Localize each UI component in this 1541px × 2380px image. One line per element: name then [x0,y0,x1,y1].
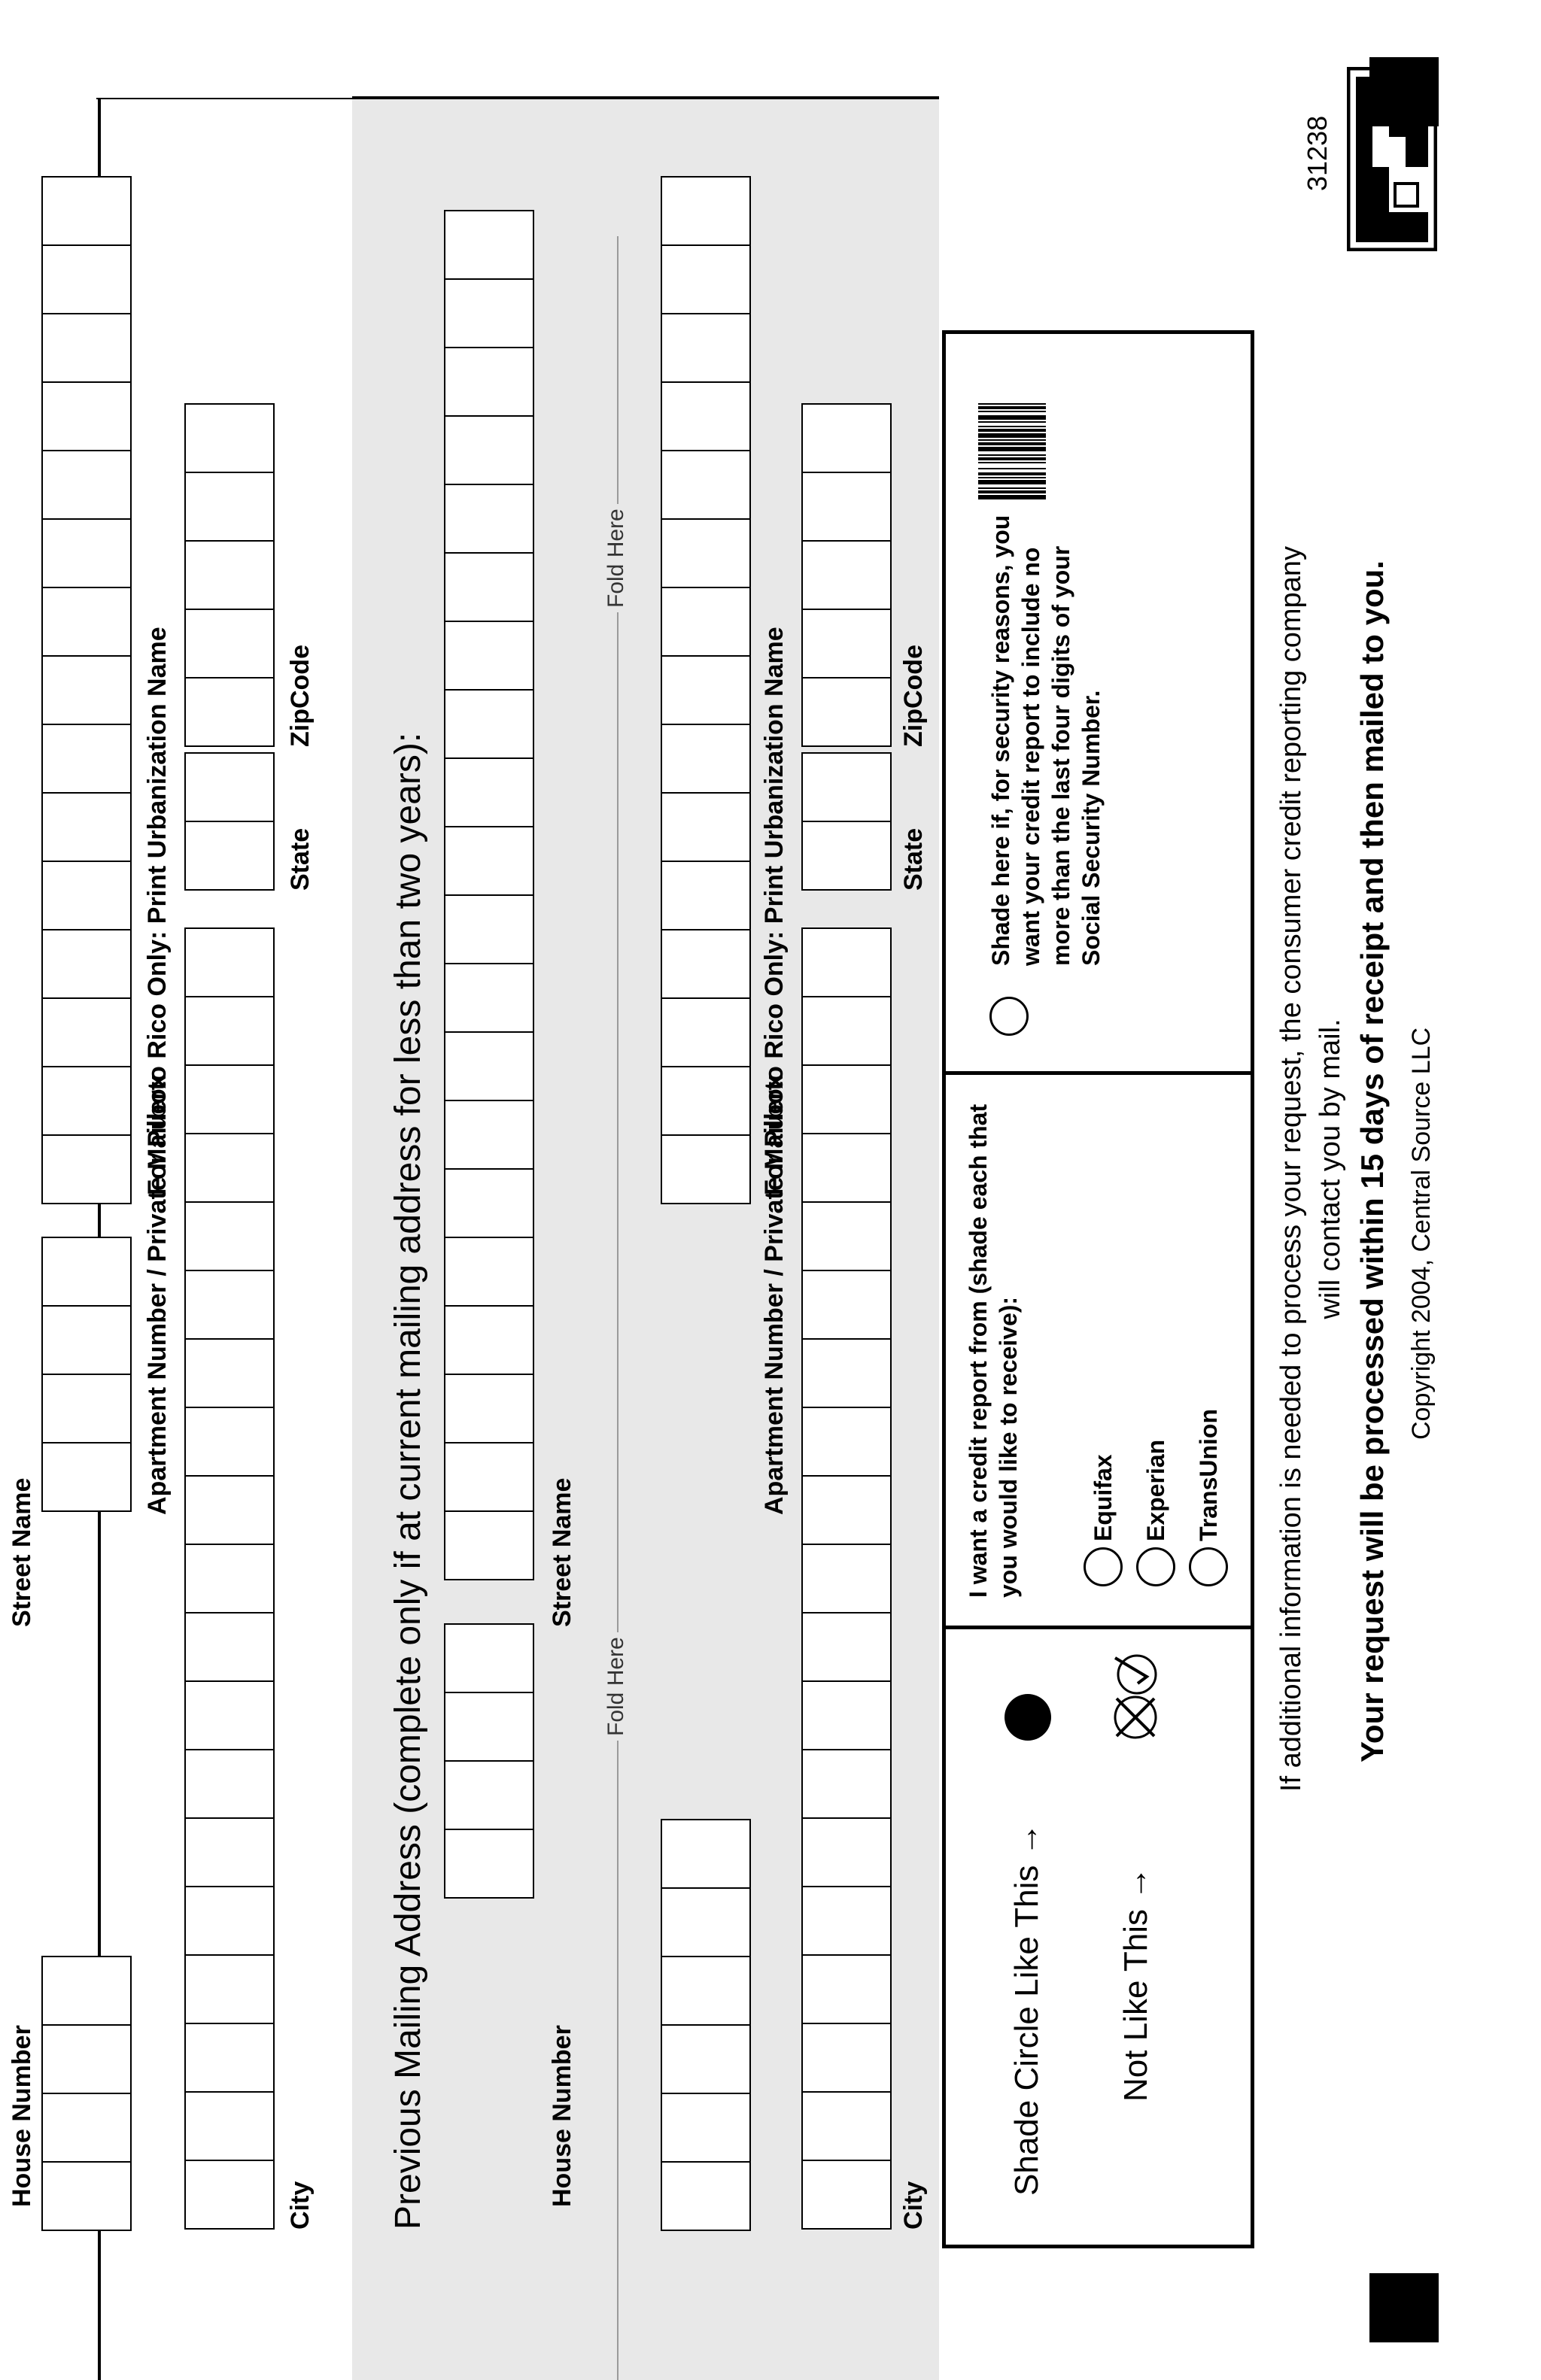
entry-box[interactable] [444,1442,534,1512]
current-street-boxes-long[interactable] [41,178,132,1204]
entry-box[interactable] [41,2024,132,2094]
previous-apartment-boxes[interactable] [661,1820,751,2231]
experian-circle[interactable] [1136,1547,1175,1586]
previous-city-label: City [899,2181,928,2230]
registration-mark-bottom [1369,2273,1439,2342]
entry-box[interactable] [801,1680,892,1750]
entry-box[interactable] [184,927,275,997]
shade-like-this-label: Shade Circle Like This → [1008,1823,1045,2196]
entry-box[interactable] [184,1817,275,1887]
entry-box[interactable] [801,996,892,1066]
current-state-boxes[interactable] [184,754,275,891]
previous-pr-boxes[interactable] [661,178,751,1204]
entry-box[interactable] [661,313,751,383]
ssn-truncation-circle[interactable] [989,997,1029,1036]
current-house-number-boxes[interactable] [41,1957,132,2231]
entry-box[interactable] [444,1623,534,1693]
previous-house-number-boxes[interactable] [444,1625,534,1899]
entry-box[interactable] [444,1829,534,1899]
entry-box[interactable] [444,415,534,485]
entry-box[interactable] [184,996,275,1066]
previous-pr-urbanization-label: For Puerto Rico Only: Print Urbanization Name [760,627,789,1195]
entry-box[interactable] [661,724,751,794]
entry-box[interactable] [661,518,751,588]
filled-circle-example [1005,1694,1051,1741]
entry-box[interactable] [41,1237,132,1307]
entry-box[interactable] [41,997,132,1067]
entry-box[interactable] [801,752,892,822]
entry-box[interactable] [801,1201,892,1271]
entry-box[interactable] [184,1612,275,1682]
entry-box[interactable] [184,1064,275,1134]
current-address-frame [96,98,352,99]
transunion-circle[interactable] [1189,1547,1228,1586]
entry-box[interactable] [661,2024,751,2094]
entry-box[interactable] [184,2023,275,2093]
entry-box[interactable] [41,2161,132,2231]
entry-box[interactable] [801,1475,892,1545]
entry-box[interactable] [41,724,132,794]
entry-box[interactable] [444,278,534,348]
entry-box[interactable] [661,1134,751,1204]
entry-box[interactable] [661,2161,751,2231]
previous-state-label: State [899,827,928,891]
check-mark-circle-example [1112,1650,1159,1703]
entry-box[interactable] [661,997,751,1067]
ssn-option-text: Shade here if, for security reasons, you want your credit report to include no more than the last four digits of your Social Security Number. [987,515,1105,966]
entry-box[interactable] [41,1305,132,1375]
previous-street-name-label: Street Name [548,1477,576,1627]
entry-box[interactable] [661,450,751,520]
entry-box[interactable] [661,861,751,930]
entry-box[interactable] [801,609,892,678]
entry-box[interactable] [184,403,275,473]
entry-box[interactable] [444,484,534,554]
entry-box[interactable] [184,1544,275,1613]
current-street-name-boxes[interactable] [41,1238,132,1512]
entry-box[interactable] [661,244,751,314]
additional-info-text: If additional information is needed to process your request, the consumer credit reporting company will contact you by mail. [1275,546,1346,1793]
entry-box[interactable] [444,1168,534,1238]
copyright: Copyright 2004, Central Source LLC [1407,1027,1436,1440]
entry-box[interactable] [41,2093,132,2163]
previous-street-boxes[interactable] [444,211,534,1580]
experian-label: Experian [1142,1439,1169,1541]
entry-box[interactable] [661,792,751,862]
entry-box[interactable] [184,1407,275,1477]
entry-box[interactable] [184,1680,275,1750]
entry-box[interactable] [444,1692,534,1762]
entry-box[interactable] [184,677,275,747]
zip-label: ZipCode [286,645,315,747]
entry-box[interactable] [184,2091,275,2161]
entry-box[interactable] [801,1407,892,1477]
entry-box[interactable] [444,757,534,827]
entry-box[interactable] [661,1066,751,1136]
entry-box[interactable] [444,963,534,1033]
previous-house-number-label: House Number [548,2025,576,2207]
entry-box[interactable] [184,1201,275,1271]
street-name-label: Street Name [8,1477,36,1627]
entry-box[interactable] [184,2160,275,2230]
entry-box[interactable] [801,472,892,542]
entry-box[interactable] [661,176,751,246]
entry-box[interactable] [801,1954,892,2024]
previous-address-title: Previous Mailing Address (complete only if at current mailing address for less than two years): [388,732,428,2230]
entry-box[interactable] [41,792,132,862]
entry-box[interactable] [801,540,892,610]
entry-box[interactable] [661,381,751,451]
entry-box[interactable] [444,552,534,622]
entry-box[interactable] [801,403,892,473]
entry-box[interactable] [801,927,892,997]
entry-box[interactable] [41,1374,132,1443]
entry-box[interactable] [41,1442,132,1512]
equifax-label: Equifax [1090,1454,1117,1541]
fold-here-label-right: Fold Here [603,504,629,612]
entry-box[interactable] [444,1760,534,1830]
entry-box[interactable] [41,313,132,383]
entry-box[interactable] [661,1887,751,1957]
options-divider-1 [942,1626,1254,1629]
entry-box[interactable] [41,450,132,520]
entry-box[interactable] [41,929,132,999]
entry-box[interactable] [801,821,892,891]
entry-box[interactable] [801,677,892,747]
entry-box[interactable] [801,2160,892,2230]
form-code: 31238 [1302,115,1333,191]
entry-box[interactable] [444,689,534,759]
entry-box[interactable] [801,1270,892,1340]
previous-city-boxes[interactable] [801,929,892,2230]
entry-box[interactable] [184,472,275,542]
entry-box[interactable] [41,176,132,246]
entry-box[interactable] [41,587,132,657]
entry-box[interactable] [41,861,132,930]
pr-urbanization-label: For Puerto Rico Only: Print Urbanization Name [143,627,172,1195]
entry-box[interactable] [184,752,275,822]
entry-box[interactable] [801,1817,892,1887]
entry-box[interactable] [184,821,275,891]
previous-apartment-label: Apartment Number / Private Mailbox [760,1074,789,1515]
panel-divider [352,96,939,99]
entry-box[interactable] [444,1237,534,1307]
current-zip-boxes[interactable] [184,405,275,747]
previous-zip-label: ZipCode [899,645,928,747]
entry-box[interactable] [801,1338,892,1408]
entry-box[interactable] [184,1749,275,1819]
entry-box[interactable] [661,2093,751,2163]
entry-box[interactable] [661,655,751,725]
entry-box[interactable] [41,381,132,451]
city-label: City [286,2181,315,2230]
entry-box[interactable] [661,587,751,657]
current-city-boxes[interactable] [184,929,275,2230]
entry-box[interactable] [661,1956,751,2026]
entry-box[interactable] [41,1134,132,1204]
entry-box[interactable] [444,621,534,691]
entry-box[interactable] [801,1886,892,1956]
entry-box[interactable] [184,540,275,610]
equifax-circle[interactable] [1084,1547,1123,1586]
apartment-label: Apartment Number / Private Mailbox [143,1074,172,1515]
entry-box[interactable] [184,609,275,678]
entry-box[interactable] [801,1133,892,1203]
not-like-this-label: Not Like This → [1117,1866,1154,2102]
entry-box[interactable] [801,1612,892,1682]
entry-box[interactable] [444,1100,534,1170]
entry-box[interactable] [41,518,132,588]
entry-box[interactable] [444,347,534,417]
entry-box[interactable] [444,894,534,964]
entry-box[interactable] [444,1510,534,1580]
entry-box[interactable] [184,1886,275,1956]
entry-box[interactable] [41,1956,132,2026]
entry-box[interactable] [661,929,751,999]
entry-box[interactable] [801,1544,892,1613]
state-label: State [286,827,315,891]
entry-box[interactable] [184,1270,275,1340]
entry-box[interactable] [444,210,534,280]
entry-box[interactable] [444,1374,534,1443]
entry-box[interactable] [184,1133,275,1203]
entry-box[interactable] [801,2091,892,2161]
options-divider-2 [942,1071,1254,1075]
entry-box[interactable] [41,655,132,725]
previous-zip-boxes[interactable] [801,405,892,747]
entry-box[interactable] [41,1066,132,1136]
entry-box[interactable] [184,1954,275,2024]
entry-box[interactable] [661,1819,751,1889]
entry-box[interactable] [444,826,534,896]
house-number-label: House Number [8,2025,36,2207]
entry-box[interactable] [444,1305,534,1375]
barcode [978,349,1046,499]
entry-box[interactable] [41,244,132,314]
transunion-label: TransUnion [1195,1408,1222,1541]
processing-notice: Your request will be processed within 15 days of receipt and then mailed to you. [1354,560,1390,1762]
previous-state-boxes[interactable] [801,754,892,891]
entry-box[interactable] [801,2023,892,2093]
entry-box[interactable] [801,1749,892,1819]
entry-box[interactable] [184,1338,275,1408]
registration-mark-top [1369,57,1439,126]
entry-box[interactable] [184,1475,275,1545]
report-request-text: I want a credit report from (shade each that you would like to receive): [965,1103,1022,1598]
entry-box[interactable] [801,1064,892,1134]
entry-box[interactable] [444,1031,534,1101]
fold-here-label-left: Fold Here [603,1632,629,1741]
